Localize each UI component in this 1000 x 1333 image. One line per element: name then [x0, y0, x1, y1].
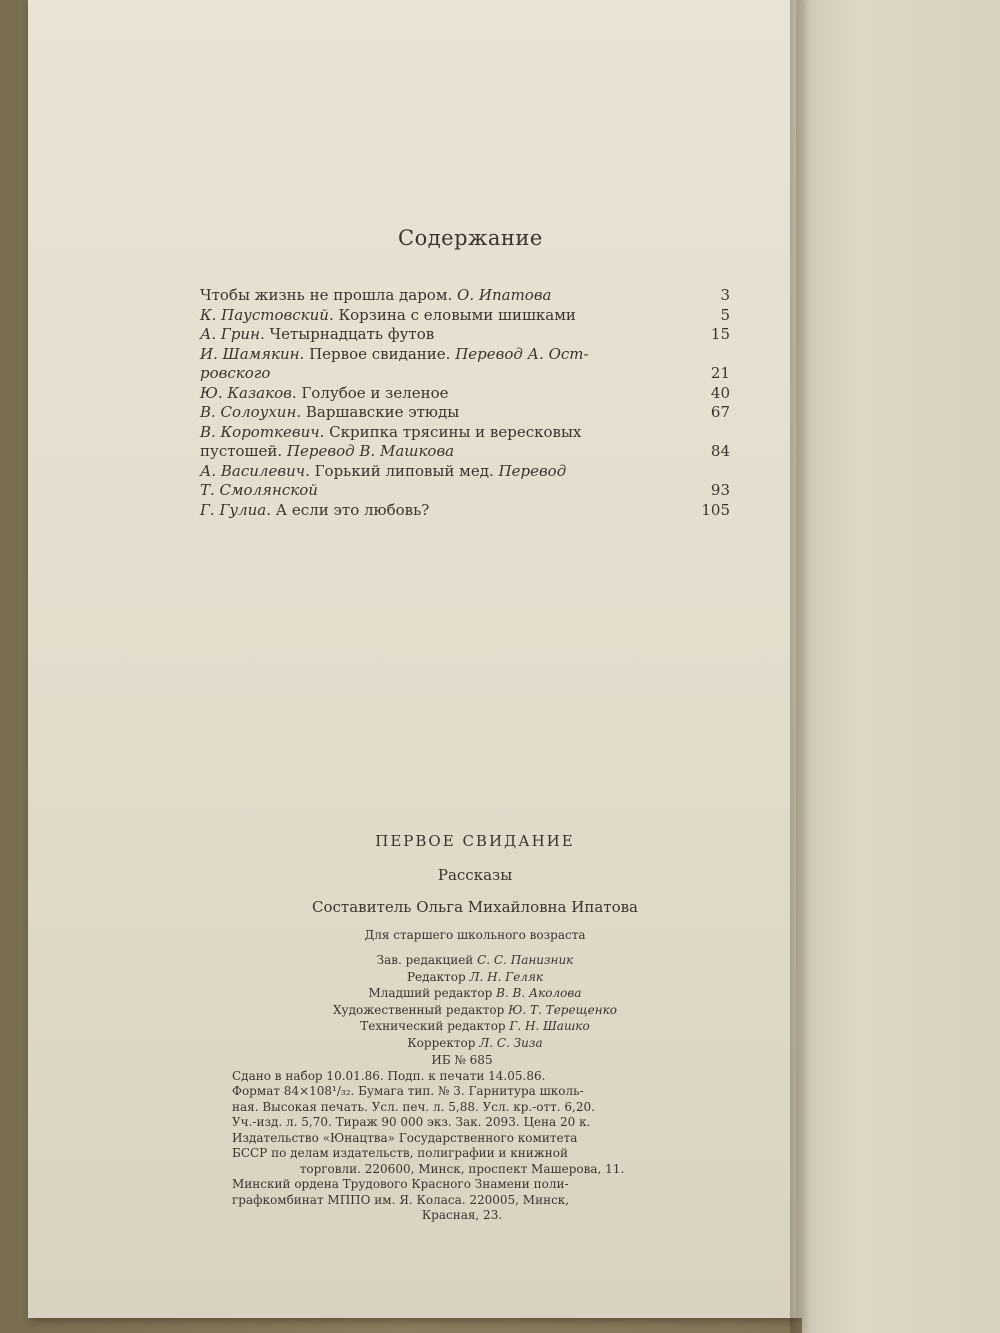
toc-author: В. Солоухин	[200, 403, 297, 421]
toc-story-title: . Четырнадцать футов	[259, 325, 435, 343]
toc-entry	[200, 462, 740, 482]
colophon-line: Уч.-изд. л. 5,70. Тираж 90 000 экз. Зак. 2093. Цена 20 к.	[232, 1115, 591, 1129]
toc-entry-text	[200, 364, 270, 384]
toc-entry-text	[200, 403, 459, 423]
toc-entry	[200, 442, 740, 462]
staff-name: Ю. Т. Терещенко	[508, 1002, 617, 1017]
toc-author: К. Паустовский	[200, 305, 329, 324]
toc-entry-text	[200, 306, 576, 326]
toc-entry	[200, 364, 740, 384]
toc-translator: О. Ипатова	[457, 286, 552, 304]
toc-page-number: 5	[720, 305, 730, 324]
toc-entry-text	[200, 501, 429, 521]
toc-page-number: 40	[710, 383, 730, 402]
staff-name: Л. С. Зиза	[479, 1035, 543, 1050]
toc-story-title: . Скрипка трясины и вересковых	[319, 422, 582, 441]
toc-story-title: . Горький липовый мед.	[305, 461, 499, 480]
toc-author: В. Короткевич	[200, 422, 320, 441]
colophon-line: торговли. 220600, Минск, проспект Машерова, 11.	[299, 1161, 625, 1176]
toc-translator: Перевод В. Машкова	[286, 442, 455, 460]
staff-name: Л. Н. Геляк	[469, 969, 544, 984]
staff-credit	[220, 1018, 730, 1035]
toc-page-number: 84	[710, 442, 730, 460]
toc-translator: Перевод	[498, 461, 567, 480]
toc-entry	[200, 481, 740, 501]
staff-credit	[220, 985, 730, 1002]
staff-credit	[220, 969, 730, 986]
staff-role: Младший редактор	[368, 986, 497, 1000]
toc-entry-text	[200, 286, 552, 306]
toc-story-title: . А если это любовь?	[266, 500, 430, 519]
toc-page-number: 3	[720, 286, 730, 304]
colophon-line: Красная, 23.	[421, 1208, 503, 1222]
toc-page-number: 21	[710, 364, 730, 382]
colophon-line: Издательство «Юнацтва» Государственного комитета	[232, 1130, 578, 1145]
toc-entry	[200, 423, 740, 443]
toc-entry-text	[200, 462, 566, 482]
toc-author: А. Грин	[200, 325, 260, 343]
colophon-line: Сдано в набор 10.01.86. Подп. к печати 14.05.86.	[232, 1068, 546, 1083]
staff-role: Редактор	[406, 969, 470, 984]
toc-entry	[200, 384, 740, 404]
colophon-line: графкомбинат МППО им. Я. Коласа. 220005, Минск,	[232, 1192, 570, 1207]
spine-shadow	[790, 0, 812, 1333]
ib-number: ИБ № 685	[431, 1053, 493, 1067]
adjacent-page	[802, 0, 1000, 1333]
toc-story-title: . Первое свидание.	[299, 344, 456, 363]
toc-entry	[200, 286, 740, 306]
toc-author: Ю. Казаков	[200, 383, 292, 402]
toc-author: И. Шамякин	[200, 344, 300, 363]
staff-credit	[220, 1035, 730, 1052]
compiler-line: Составитель Ольга Михайловна Ипатова	[311, 898, 638, 916]
audience-line: Для старшего школьного возраста	[364, 928, 586, 942]
toc-author: А. Василевич	[200, 461, 306, 480]
toc-translator: ровского	[200, 364, 271, 382]
staff-role: Зав. редакцией	[376, 953, 478, 967]
toc-story-title: . Корзина с еловыми шишками	[328, 305, 576, 324]
toc-entry-text	[200, 345, 589, 365]
book-title: ПЕРВОЕ СВИДАНИЕ	[375, 832, 575, 850]
toc-entry-text	[200, 481, 318, 501]
toc-story-title: . Голубое и зеленое	[291, 383, 449, 402]
toc-translator: Перевод А. Ост-	[455, 344, 589, 363]
toc-entry	[200, 325, 740, 345]
toc-entry-text	[200, 442, 454, 462]
toc-entry	[200, 501, 740, 521]
staff-credits	[220, 952, 730, 1051]
toc-author: Г. Гулиа	[200, 500, 267, 519]
staff-role: Корректор	[407, 1035, 480, 1050]
toc-entry	[200, 403, 740, 423]
book-genre: Рассказы	[437, 866, 513, 884]
colophon-line: БССР по делам издательств, полиграфии и книжной	[232, 1146, 568, 1160]
colophon-line: Минский ордена Трудового Красного Знамени поли-	[232, 1177, 569, 1191]
toc-entry-text	[200, 423, 581, 443]
staff-name: Г. Н. Шашко	[509, 1019, 590, 1033]
colophon	[232, 1053, 692, 1224]
toc-page-number: 67	[710, 403, 730, 421]
toc-entry-text	[200, 384, 449, 404]
staff-credit	[220, 952, 730, 969]
staff-role: Художественный редактор	[332, 1002, 509, 1017]
toc-entry	[200, 345, 740, 365]
colophon-line: Формат 84×108¹/₃₂. Бумага тип. № 3. Гарнитура школь-	[232, 1084, 584, 1098]
toc-story-title: . Варшавские этюды	[296, 403, 460, 421]
toc-story-title: пустошей.	[200, 442, 287, 460]
toc-entry-text	[200, 325, 434, 345]
staff-role: Технический редактор	[360, 1019, 510, 1033]
colophon-line: ная. Высокая печать. Усл. печ. л. 5,88. Усл. кр.-отт. 6,20.	[232, 1099, 595, 1114]
toc-page-number: 15	[710, 325, 730, 343]
toc-page-number: 105	[701, 500, 730, 519]
staff-name: В. В. Аколова	[496, 986, 582, 1000]
table-of-contents	[200, 286, 740, 520]
toc-translator: Т. Смолянской	[200, 481, 318, 499]
toc-story-title: Чтобы жизнь не прошла даром.	[200, 286, 458, 304]
staff-name: С. С. Панизник	[477, 953, 574, 967]
toc-entry	[200, 306, 740, 326]
staff-credit	[220, 1002, 730, 1019]
toc-page-number: 93	[710, 481, 730, 499]
toc-heading: Содержание	[398, 226, 543, 250]
